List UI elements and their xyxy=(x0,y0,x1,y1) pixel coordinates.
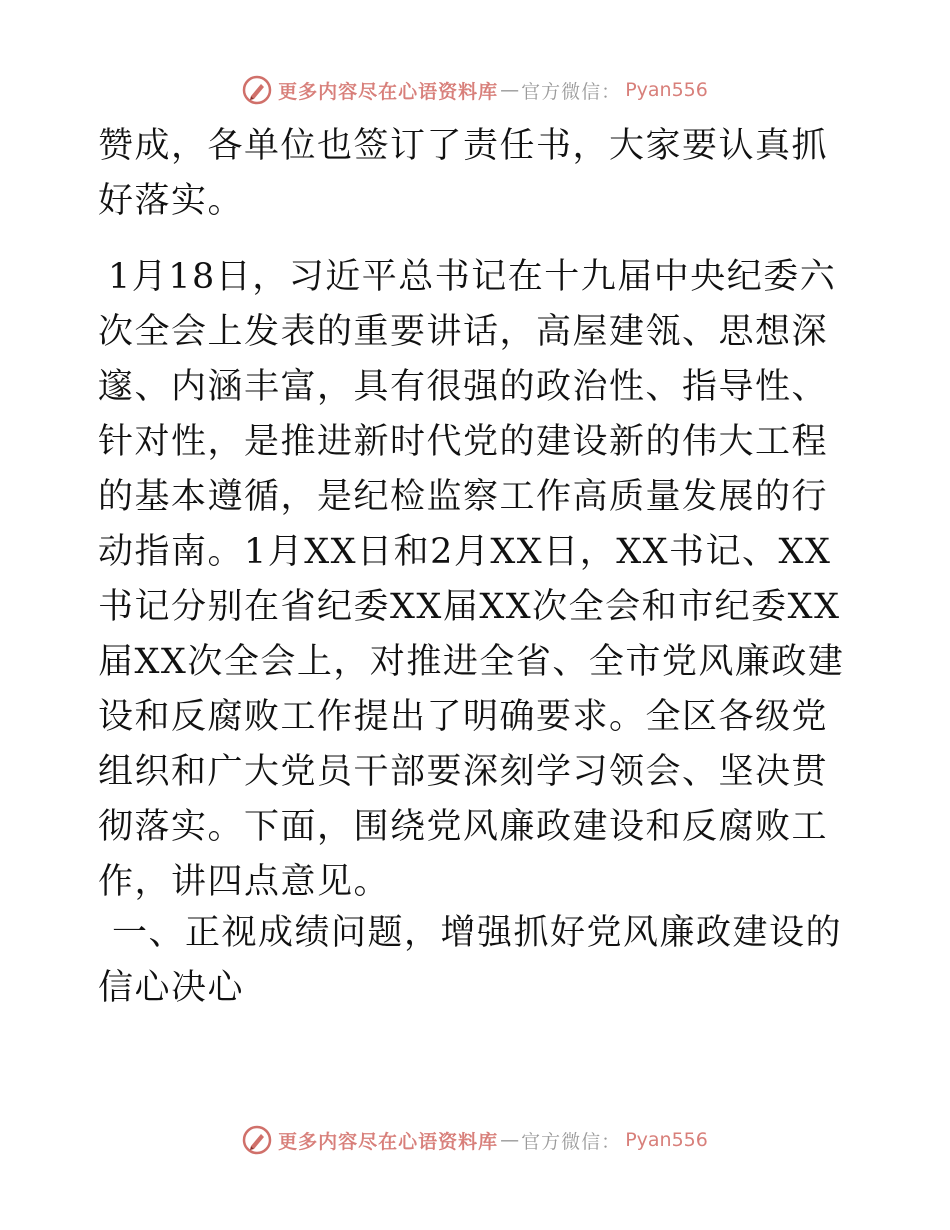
watermark-separator: — xyxy=(500,79,520,101)
watermark-brand: 更多内容尽在心语资料库 xyxy=(278,80,499,103)
watermark-header xyxy=(0,70,950,110)
watermark-wechat-label: 官方微信： xyxy=(521,1130,622,1153)
body-paragraph: 1月18日，习近平总书记在十九届中央纪委六次全会上发表的重要讲话，高屋建瓴、思想深邃、内涵丰富，具有很强的政治性、指导性、针对性，是推进新时代党的建设新的伟大工程的基本遵循，是纪检监察工作高质量发展的行动指南。1月XX日和2月XX日，XX书记、XX书记分别在省纪委XX届XX次全会和市纪委XX届XX次全会上，对推进全省、全市党风廉政建设和反腐败工作提出了明确要求。全区各级党组织和广大党员干部要深刻学习领会、坚决贯彻落实。下面，围绕党风廉政建设和反腐败工作，讲四点意见。 xyxy=(98,257,845,902)
watermark-wechat-label: 官方微信： xyxy=(521,80,622,103)
watermark-separator: — xyxy=(500,1129,520,1151)
watermark-wechat-id: Pyan556 xyxy=(625,1129,708,1151)
watermark-footer xyxy=(0,1120,950,1160)
section-heading: 一、正视成绩问题，增强抓好党风廉政建设的信心决心 xyxy=(98,913,843,1008)
pen-logo-icon xyxy=(242,1125,272,1155)
watermark-wechat-id: Pyan556 xyxy=(625,79,708,101)
body-paragraph: 赞成，各单位也签订了责任书，大家要认真抓好落实。 xyxy=(98,126,829,221)
pen-logo-icon xyxy=(242,75,272,105)
watermark-brand: 更多内容尽在心语资料库 xyxy=(278,1130,499,1153)
